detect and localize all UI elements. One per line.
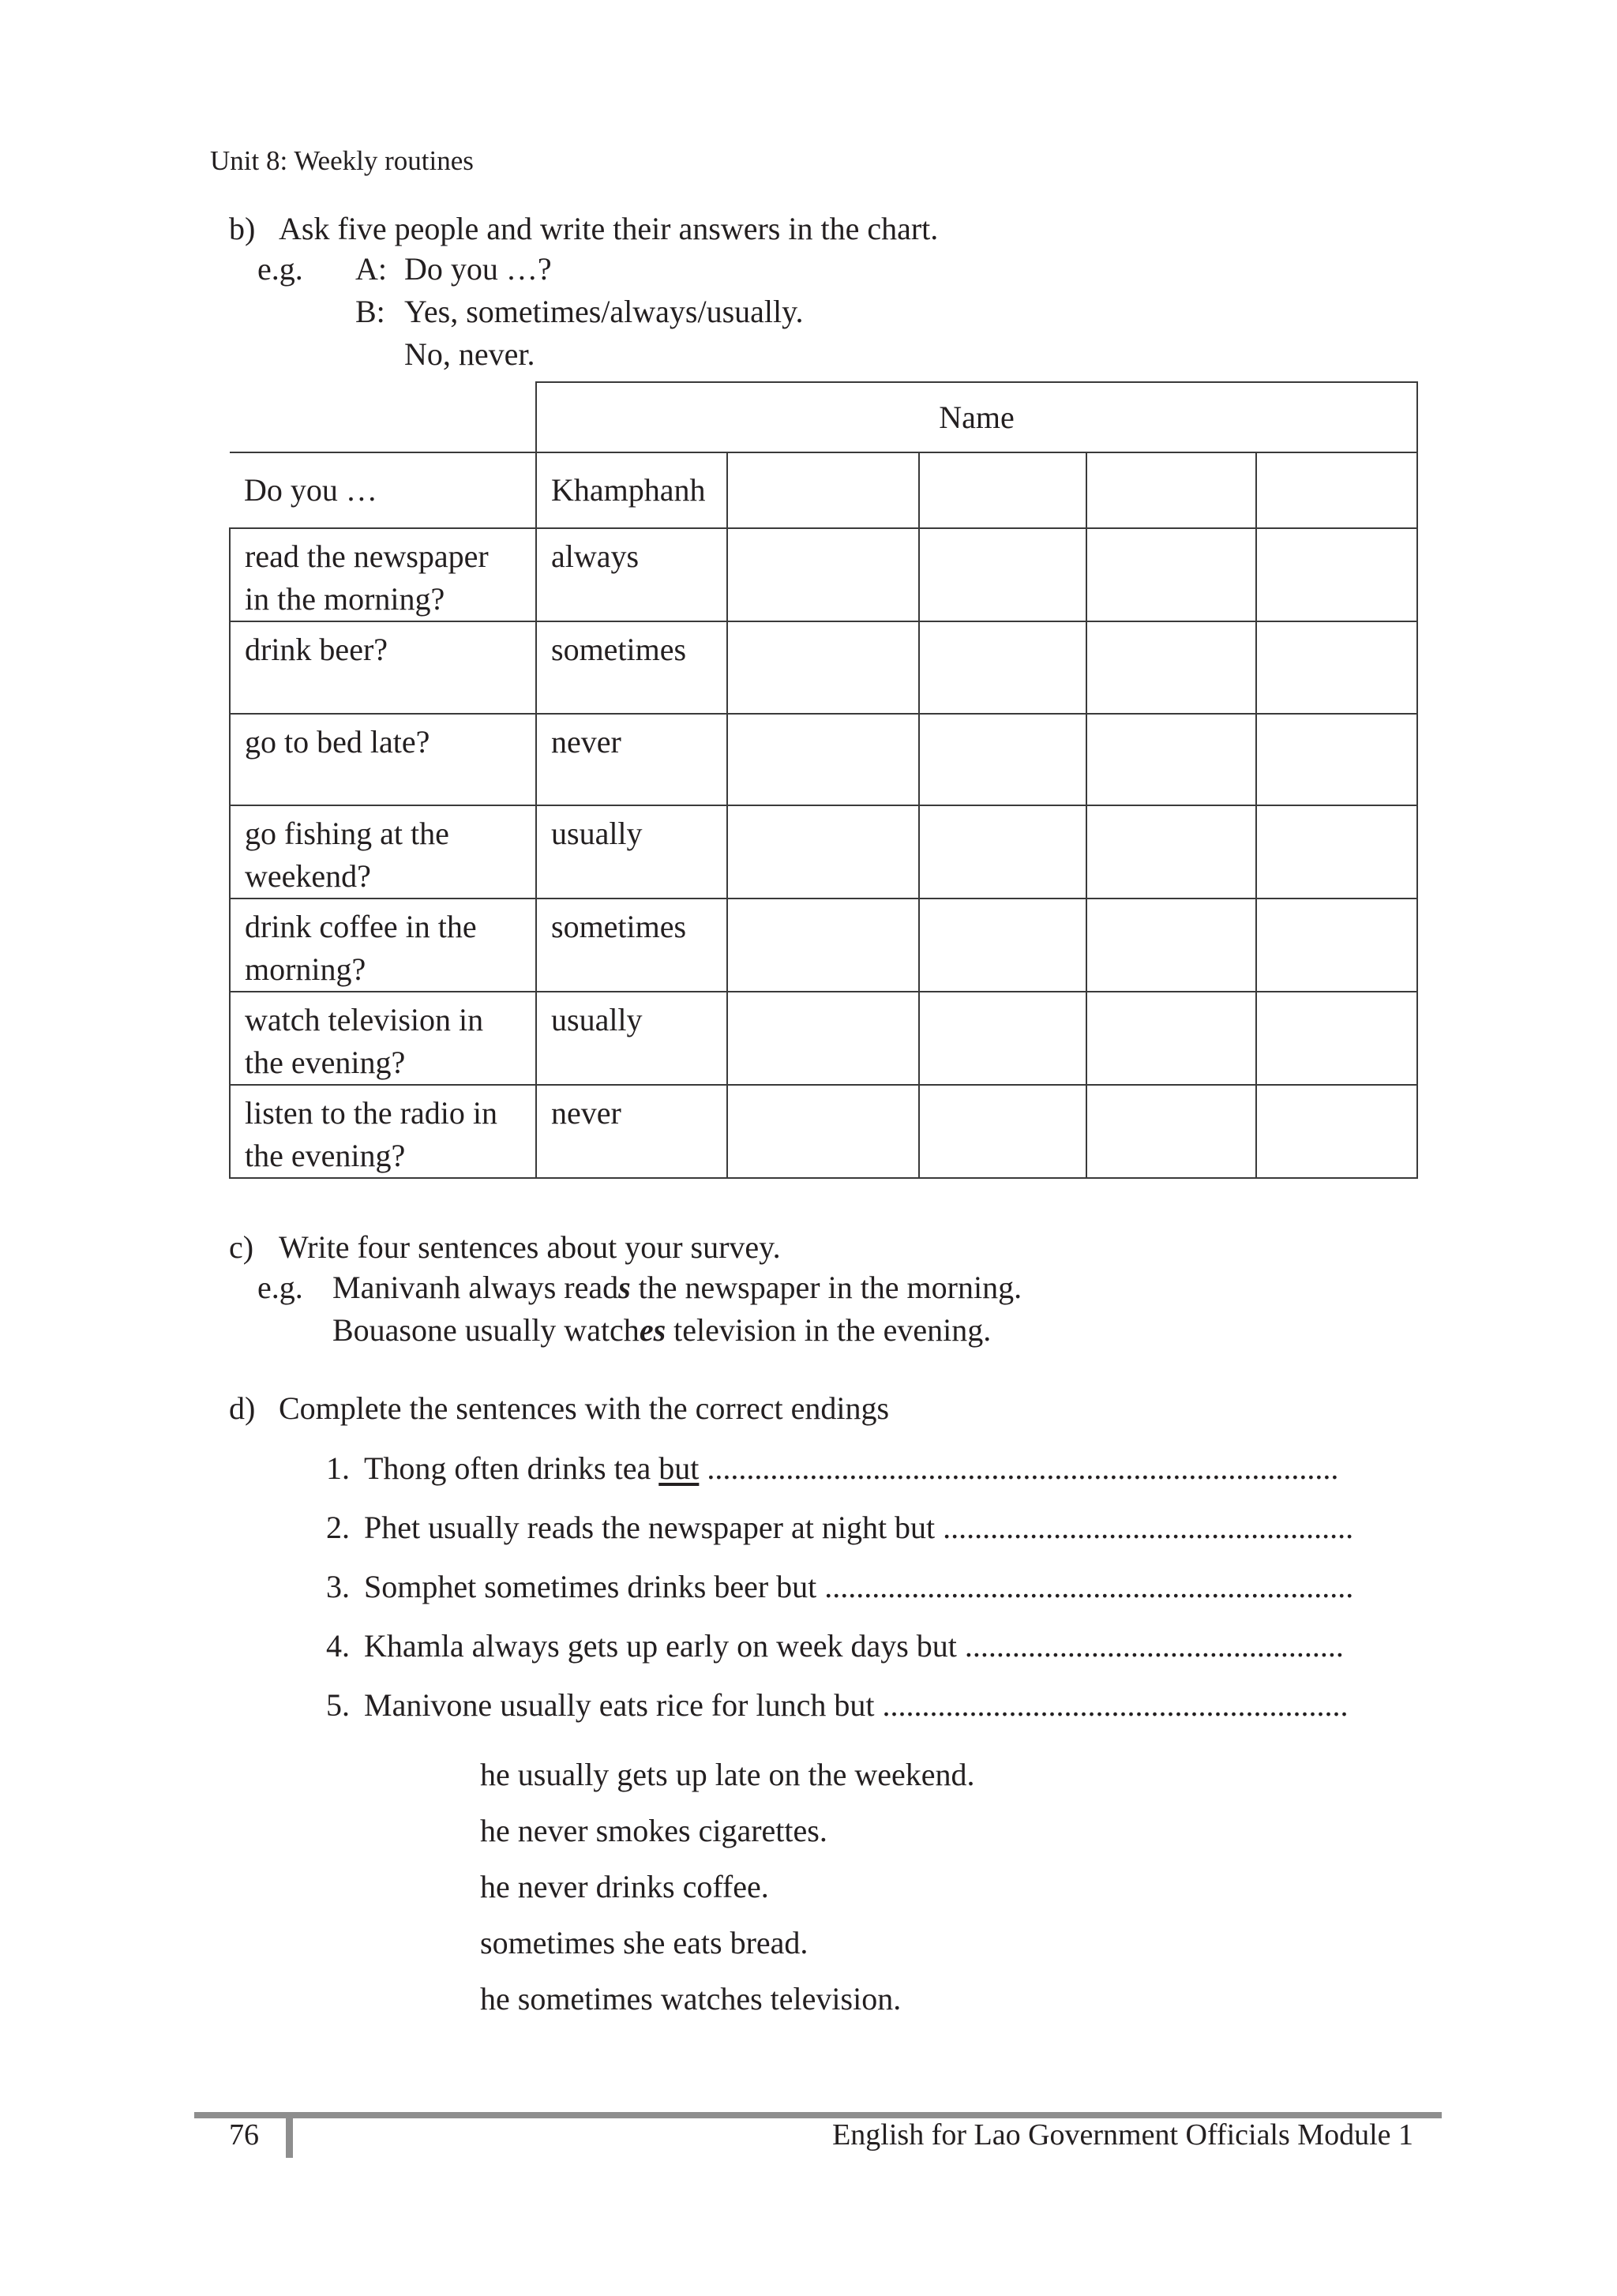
- item-number: 2.: [326, 1510, 350, 1545]
- section-c-instruction-line: [229, 1226, 781, 1269]
- item-text: Somphet sometimes drinks beer but: [364, 1569, 825, 1604]
- example-sentence-1: [332, 1269, 1022, 1306]
- chart-name-cell-5[interactable]: [1256, 452, 1417, 528]
- ending-option: he sometimes watches television.: [480, 1981, 902, 2017]
- example-text: the newspaper in the morning.: [630, 1270, 1022, 1305]
- item-text: Khamla always gets up early on week days but: [364, 1628, 965, 1664]
- underlined-word: but: [658, 1450, 700, 1486]
- question-line: weekend?: [245, 858, 371, 894]
- answer-blank[interactable]: ................................................: [964, 1628, 1344, 1664]
- list-item: [302, 1568, 1353, 1605]
- question-line: morning?: [245, 951, 366, 987]
- chart-name-cell-2[interactable]: [727, 452, 919, 528]
- survey-chart: [229, 381, 1418, 1179]
- section-c-label: c): [229, 1229, 254, 1265]
- section-c-eg-label: e.g.: [257, 1270, 303, 1305]
- answer-cell[interactable]: [919, 1085, 1086, 1178]
- item-number: 1.: [326, 1450, 350, 1486]
- chart-answer: never: [536, 714, 727, 805]
- chart-answer: never: [536, 1085, 727, 1178]
- answer-cell[interactable]: [1256, 805, 1417, 899]
- question-line: drink coffee in the: [245, 909, 477, 944]
- chart-question: [230, 992, 536, 1085]
- list-item: [302, 1627, 1344, 1664]
- chart-answer: usually: [536, 805, 727, 899]
- table-row: [230, 1085, 1417, 1178]
- question-line: watch television in: [245, 1002, 484, 1037]
- list-item: [302, 1509, 1353, 1546]
- question-line: drink beer?: [245, 632, 388, 667]
- chart-question: [230, 805, 536, 899]
- example-ending: es: [639, 1312, 666, 1348]
- question-line: in the morning?: [245, 581, 445, 617]
- table-row: [230, 992, 1417, 1085]
- item-number: 4.: [326, 1628, 350, 1664]
- section-d-instruction: Complete the sentences with the correct endings: [279, 1390, 890, 1426]
- question-line: go to bed late?: [245, 724, 430, 760]
- answer-cell[interactable]: [1256, 621, 1417, 714]
- section-d-instruction-line: [229, 1387, 890, 1430]
- answer-cell[interactable]: [727, 992, 919, 1085]
- answer-blank[interactable]: ...................................................................: [824, 1569, 1354, 1604]
- dialog-line-b-cont: No, never.: [404, 336, 535, 372]
- dialog-speaker-b: B:: [355, 294, 385, 329]
- example-text: television in the evening.: [666, 1312, 992, 1348]
- chart-question-header: Do you …: [230, 452, 536, 528]
- answer-cell[interactable]: [919, 992, 1086, 1085]
- chart-answer: sometimes: [536, 621, 727, 714]
- table-row: [230, 899, 1417, 992]
- chart-question: [230, 899, 536, 992]
- example-ending: s: [618, 1270, 631, 1305]
- answer-cell[interactable]: [727, 899, 919, 992]
- dialog-speaker-a: A:: [355, 251, 387, 287]
- answer-cell[interactable]: [919, 621, 1086, 714]
- example-text: Manivanh always read: [332, 1270, 619, 1305]
- section-b-instruction: Ask five people and write their answers in the chart.: [279, 211, 939, 246]
- question-line: read the newspaper: [245, 538, 489, 574]
- item-text: Phet usually reads the newspaper at night but: [364, 1510, 944, 1545]
- item-text: Manivone usually eats rice for lunch but: [364, 1687, 883, 1723]
- answer-cell[interactable]: [919, 805, 1086, 899]
- table-row: [230, 805, 1417, 899]
- page-number: 76: [229, 2118, 259, 2152]
- answer-cell[interactable]: [727, 621, 919, 714]
- chart-answer: always: [536, 528, 727, 621]
- answer-blank[interactable]: ...........................................................: [882, 1687, 1349, 1723]
- answer-blank[interactable]: ....................................................: [943, 1510, 1354, 1545]
- answer-cell[interactable]: [727, 714, 919, 805]
- table-row: [230, 621, 1417, 714]
- item-number: 3.: [326, 1569, 350, 1604]
- answer-cell[interactable]: [1256, 899, 1417, 992]
- answer-cell[interactable]: [1086, 992, 1256, 1085]
- question-line: the evening?: [245, 1138, 406, 1173]
- item-number: 5.: [326, 1687, 350, 1723]
- answer-cell[interactable]: [1086, 1085, 1256, 1178]
- chart-answer: usually: [536, 992, 727, 1085]
- question-line: listen to the radio in: [245, 1095, 497, 1131]
- dialog-line-a: Do you …?: [404, 251, 552, 287]
- answer-cell[interactable]: [727, 528, 919, 621]
- ending-option: sometimes she eats bread.: [480, 1925, 808, 1960]
- answer-cell[interactable]: [1086, 899, 1256, 992]
- section-b-instruction-line: [229, 208, 939, 250]
- answer-cell[interactable]: [1256, 992, 1417, 1085]
- item-text: Thong often drinks tea: [364, 1450, 659, 1486]
- section-c-instruction: Write four sentences about your survey.: [279, 1229, 781, 1265]
- chart-question: [230, 621, 536, 714]
- answer-cell[interactable]: [727, 1085, 919, 1178]
- answer-cell[interactable]: [1256, 528, 1417, 621]
- ending-option: he usually gets up late on the weekend.: [480, 1757, 975, 1792]
- chart-name-cell-4[interactable]: [1086, 452, 1256, 528]
- answer-cell[interactable]: [1086, 805, 1256, 899]
- chart-question: [230, 1085, 536, 1178]
- ending-option: he never smokes cigarettes.: [480, 1813, 827, 1848]
- answer-cell[interactable]: [919, 899, 1086, 992]
- question-line: go fishing at the: [245, 816, 449, 851]
- ending-option: he never drinks coffee.: [480, 1869, 769, 1904]
- answer-cell[interactable]: [1256, 714, 1417, 805]
- answer-cell[interactable]: [919, 528, 1086, 621]
- example-sentence-2: [332, 1311, 991, 1349]
- chart-name-header: Name: [536, 382, 1417, 452]
- table-row: [230, 714, 1417, 805]
- answer-cell[interactable]: [1256, 1085, 1417, 1178]
- list-item: [302, 1450, 1338, 1487]
- answer-cell[interactable]: [1086, 528, 1256, 621]
- answer-cell[interactable]: [1086, 621, 1256, 714]
- running-head: Unit 8: Weekly routines: [210, 145, 474, 176]
- dialog-line-b: Yes, sometimes/always/usually.: [404, 294, 804, 329]
- chart-question: [230, 714, 536, 805]
- section-b-eg-label: e.g.: [257, 251, 303, 287]
- section-d-label: d): [229, 1390, 256, 1426]
- footer-title: English for Lao Government Officials Module 1: [832, 2118, 1413, 2152]
- answer-cell[interactable]: [727, 805, 919, 899]
- question-line: the evening?: [245, 1045, 406, 1080]
- answer-cell[interactable]: [1086, 714, 1256, 805]
- chart-corner: [230, 382, 536, 452]
- list-item: [302, 1686, 1348, 1724]
- chart-answer: sometimes: [536, 899, 727, 992]
- example-text: Bouasone usually watch: [332, 1312, 640, 1348]
- section-b-label: b): [229, 211, 256, 246]
- footer-divider: [286, 2112, 293, 2158]
- answer-cell[interactable]: [919, 714, 1086, 805]
- answer-blank[interactable]: ................................................................................: [699, 1450, 1339, 1486]
- chart-name-cell-1: Khamphanh: [536, 452, 727, 528]
- chart-name-cell-3[interactable]: [919, 452, 1086, 528]
- chart-question: [230, 528, 536, 621]
- table-row: [230, 528, 1417, 621]
